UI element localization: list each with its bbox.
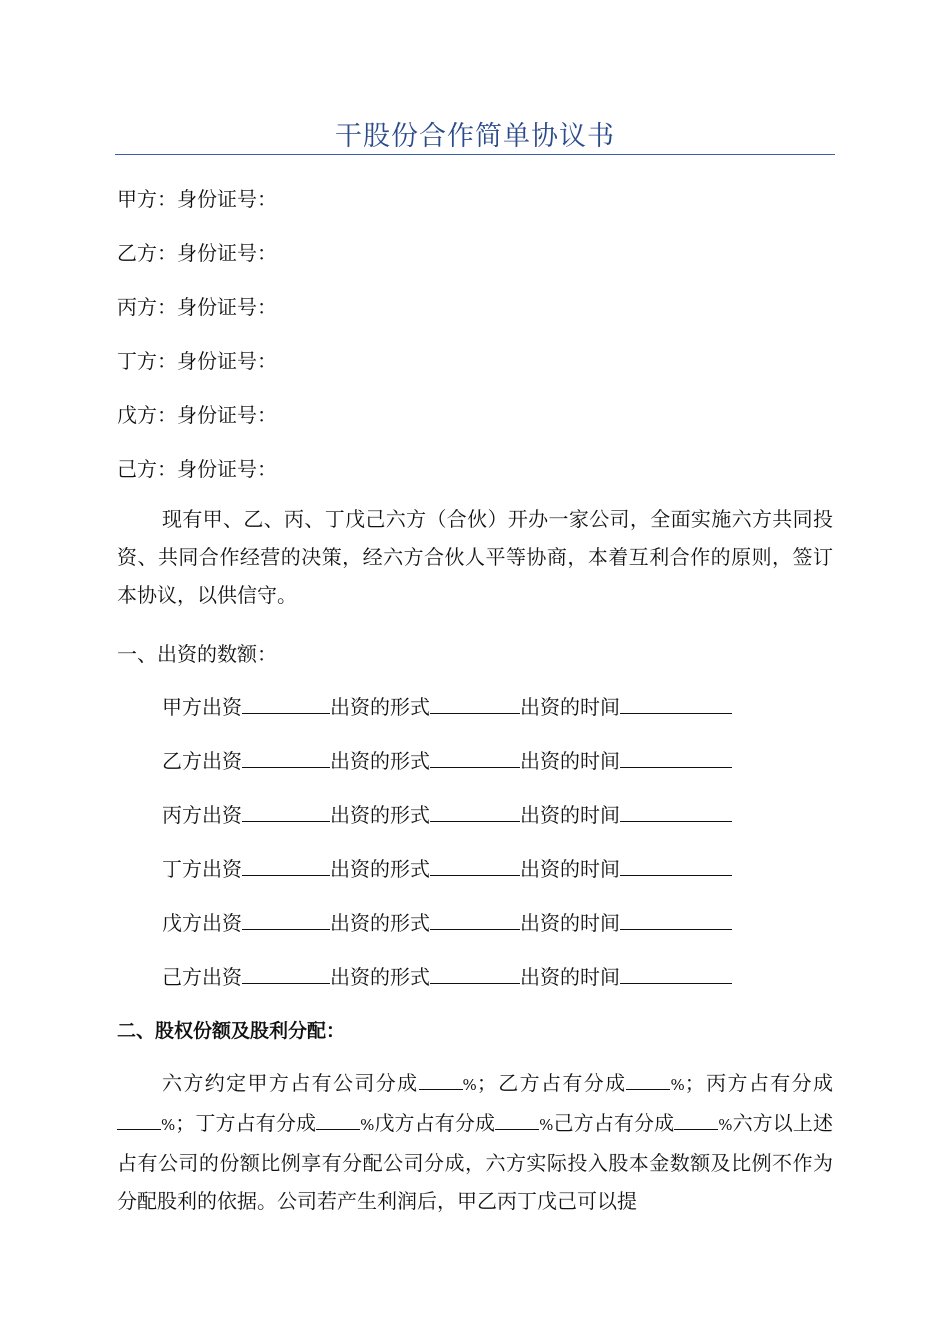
contribution-row — [162, 799, 732, 828]
contribution-row — [162, 691, 732, 720]
party-line: 戊方：身份证号： — [117, 403, 277, 427]
contribution-row — [162, 961, 732, 990]
share-paragraph — [117, 1064, 833, 1220]
form-blank — [430, 911, 520, 930]
party-line: 丙方：身份证号： — [117, 295, 277, 319]
percent-sign: % — [462, 1076, 477, 1094]
time-blank — [620, 911, 732, 930]
row-time: 出资的时间 — [520, 695, 620, 719]
row-form: 出资的形式 — [330, 803, 430, 827]
time-blank — [620, 803, 732, 822]
party-line: 己方：身份证号： — [117, 457, 277, 481]
amount-blank — [242, 803, 330, 822]
section-2-heading: 二、股权份额及股利分配： — [117, 1020, 346, 1042]
amount-blank — [242, 965, 330, 984]
row-form: 出资的形式 — [330, 749, 430, 773]
document-title: 干股份合作简单协议书 — [335, 121, 615, 152]
share-blank — [495, 1111, 539, 1130]
share-blank — [419, 1071, 463, 1090]
share-text: 己方占有分成 — [553, 1111, 675, 1135]
row-party: 甲方出资 — [162, 695, 242, 719]
party-line: 甲方：身份证号： — [117, 187, 277, 211]
percent-sign: % — [161, 1116, 176, 1134]
share-text: ；乙方占有分成 — [476, 1071, 627, 1095]
amount-blank — [242, 911, 330, 930]
row-form: 出资的形式 — [330, 911, 430, 935]
contribution-row — [162, 907, 732, 936]
row-time: 出资的时间 — [520, 857, 620, 881]
form-blank — [430, 803, 520, 822]
title-underline — [115, 154, 835, 155]
share-blank — [117, 1111, 161, 1130]
percent-sign: % — [670, 1076, 685, 1094]
share-blank — [316, 1111, 360, 1130]
percent-sign: % — [539, 1116, 554, 1134]
row-party: 戊方出资 — [162, 911, 242, 935]
time-blank — [620, 749, 732, 768]
row-party: 己方出资 — [162, 965, 242, 989]
intro-paragraph: 现有甲、乙、丙、丁戊己六方（合伙）开办一家公司，全面实施六方共同投资、共同合作经营的决策，经六方合伙人平等协商，本着互利合作的原则，签订本协议，以供信守。 — [117, 507, 833, 607]
form-blank — [430, 965, 520, 984]
percent-sign: % — [360, 1116, 375, 1134]
contribution-row — [162, 745, 732, 774]
row-time: 出资的时间 — [520, 965, 620, 989]
share-text: 六方约定甲方占有公司分成 — [162, 1071, 419, 1095]
party-line: 丁方：身份证号： — [117, 349, 277, 373]
share-blank — [674, 1111, 718, 1130]
row-time: 出资的时间 — [520, 911, 620, 935]
time-blank — [620, 965, 732, 984]
row-form: 出资的形式 — [330, 857, 430, 881]
share-text: ；丁方占有分成 — [175, 1111, 317, 1135]
share-text: 六方以上述占有公司的份额比例享有分配公司分成，六方实际投入股本金数额及比例不作为分配股利的依据。公司若产生利润后，甲乙丙丁戊己可以提 — [117, 1111, 834, 1213]
time-blank — [620, 695, 732, 714]
amount-blank — [242, 857, 330, 876]
section-1-heading: 一、出资的数额： — [117, 642, 277, 666]
form-blank — [430, 857, 520, 876]
percent-sign: % — [718, 1116, 733, 1134]
row-time: 出资的时间 — [520, 749, 620, 773]
row-form: 出资的形式 — [330, 965, 430, 989]
amount-blank — [242, 695, 330, 714]
share-text: 戊方占有分成 — [374, 1111, 496, 1135]
row-party: 乙方出资 — [162, 749, 242, 773]
row-party: 丁方出资 — [162, 857, 242, 881]
contribution-row — [162, 853, 732, 882]
share-blank — [626, 1071, 670, 1090]
time-blank — [620, 857, 732, 876]
share-text: ；丙方占有分成 — [684, 1071, 834, 1095]
form-blank — [430, 695, 520, 714]
amount-blank — [242, 749, 330, 768]
party-line: 乙方：身份证号： — [117, 241, 277, 265]
row-time: 出资的时间 — [520, 803, 620, 827]
row-form: 出资的形式 — [330, 695, 430, 719]
form-blank — [430, 749, 520, 768]
row-party: 丙方出资 — [162, 803, 242, 827]
